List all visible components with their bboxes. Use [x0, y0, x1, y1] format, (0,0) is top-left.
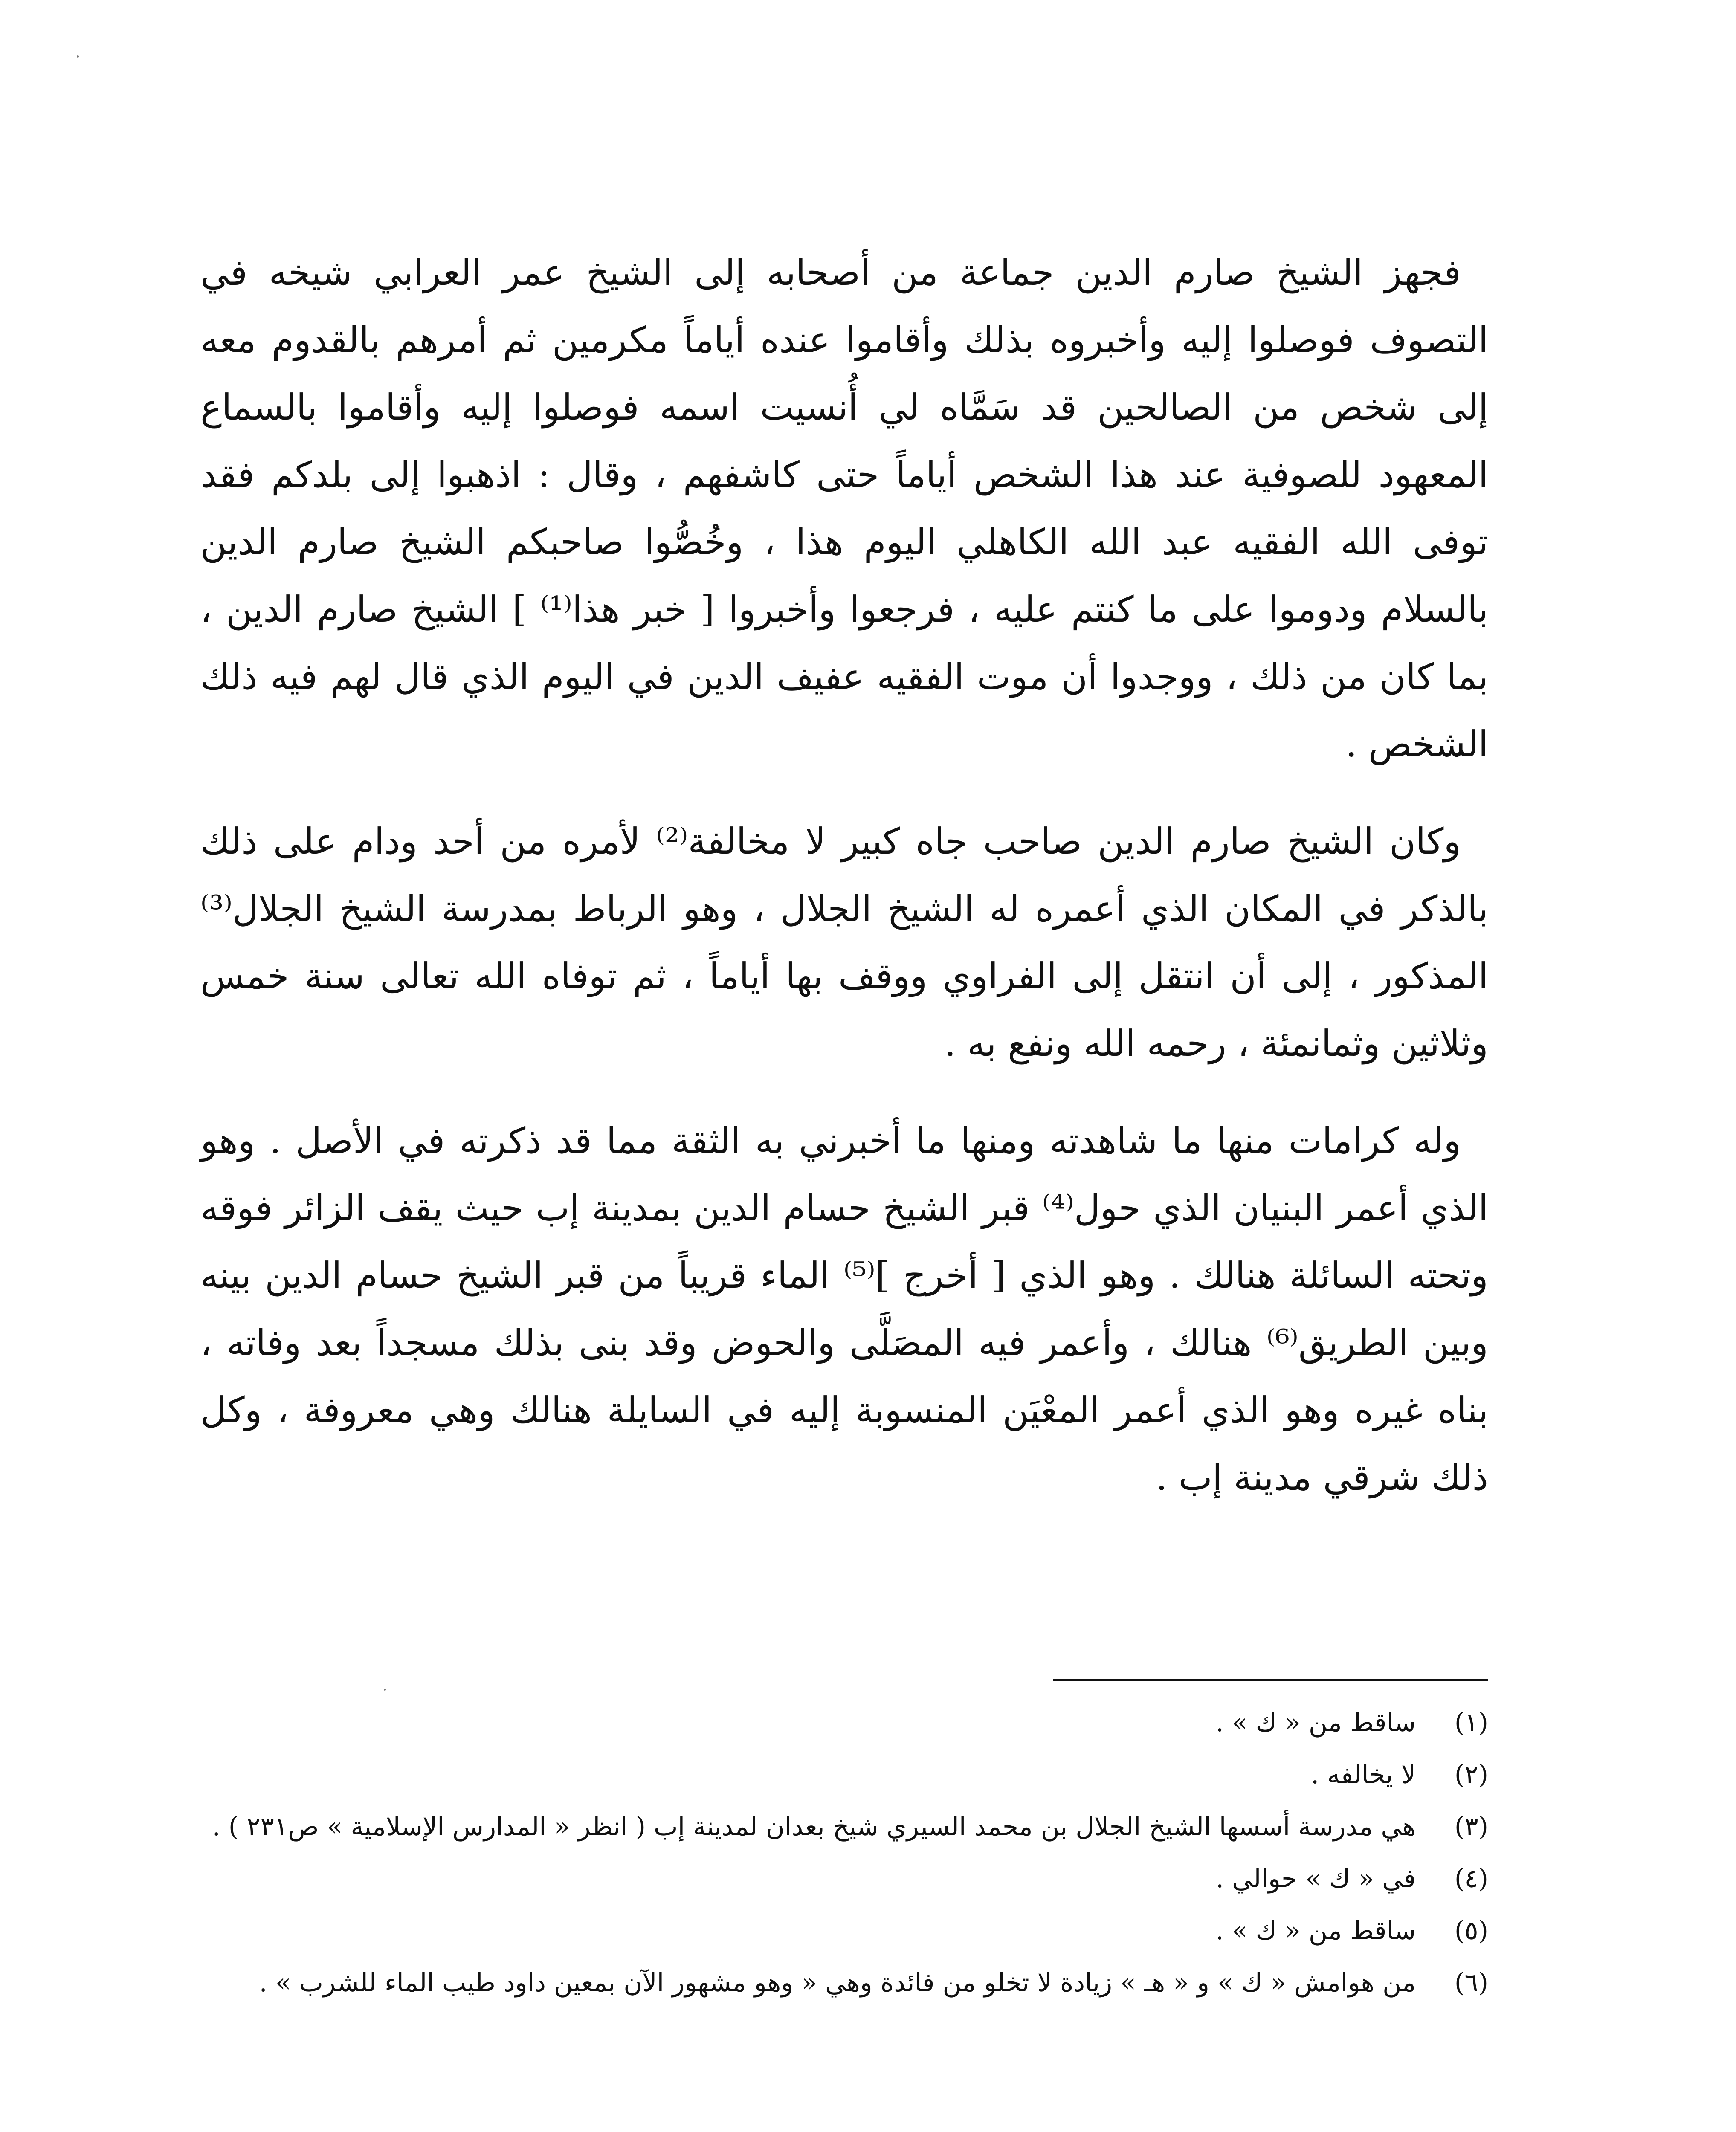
footnote-text: ساقط من « ك » .: [1215, 1708, 1416, 1738]
footnote-4: [200, 1857, 1488, 1900]
main-text: [200, 239, 1488, 1541]
paragraph-1: فجهز الشيخ صارم الدين جماعة من أصحابه إلى الشيخ عمر العرابي شيخه في التصوف فوصلوا إليه وأخبروه بذلك وأقاموا عنده أياماً مكرمين ثم أمرهم بالقدوم معه إلى شخص من الصالحين قد سَمَّاه لي أُنسيت اسمه فوصلوا إليه وأقاموا بالسماع المعهود للصوفية عند هذا الشخص أياماً حتى كاشفهم ، وقال : اذهبوا إلى بلدكم فقد توفى الله الفقيه عبد الله الكاهلي اليوم هذا ، وخُصُّوا صاحبكم الشيخ صارم الدين بالسلام ودوموا على ما كنتم عليه ، فرجعوا وأخبروا [ خبر هذا⁽¹⁾ ] الشيخ صارم الدين ، بما كان من ذلك ، ووجدوا أن موت الفقيه عفيف الدين في اليوم الذي قال لهم فيه ذلك الشخص .: [200, 252, 1488, 765]
footnote-number: (١): [1454, 1708, 1488, 1738]
footnote-3: [200, 1805, 1488, 1848]
footnote-2: [200, 1753, 1488, 1796]
paragraph-2: وكان الشيخ صارم الدين صاحب جاه كبير لا مخالفة⁽²⁾ لأمره من أحد ودام على ذلك بالذكر في المكان الذي أعمره له الشيخ الجلال ، وهو الرباط بمدرسة الشيخ الجلال⁽³⁾ المذكور ، إلى أن انتقل إلى الفراوي ووقف بها أياماً ، ثم توفاه الله تعالى سنة خمس وثلاثين وثمانمئة ، رحمه الله ونفع به .: [200, 820, 1488, 1064]
footnotes: [200, 1701, 1488, 2013]
footnote-text: لا يخالفه .: [1311, 1760, 1416, 1790]
footnote-number: (٤): [1454, 1864, 1488, 1894]
footnote-number: (٣): [1454, 1812, 1488, 1842]
footnote-5: [200, 1909, 1488, 1952]
footnote-1: [200, 1701, 1488, 1744]
footnote-separator: [1053, 1679, 1488, 1681]
scan-speck: [384, 1689, 386, 1691]
footnote-number: (٢): [1454, 1760, 1488, 1790]
paragraph-3: وله كرامات منها ما شاهدته ومنها ما أخبرني به الثقة مما قد ذكرته في الأصل . وهو الذي أعمر البنيان الذي حول⁽⁴⁾ قبر الشيخ حسام الدين بمدينة إب حيث يقف الزائر فوقه وتحته السائلة هنالك . وهو الذي [ أخرج ]⁽⁵⁾ الماء قريباً من قبر الشيخ حسام الدين بينه وبين الطريق⁽⁶⁾ هنالك ، وأعمر فيه المصَلَّى والحوض وقد بنى بذلك مسجداً بعد وفاته ، بناه غيره وهو الذي أعمر المعْيَن المنسوبة إليه في السايلة هنالك وهي معروفة ، وكل ذلك شرقي مدينة إب .: [200, 1120, 1488, 1498]
footnote-text: من هوامش « ك » و « هـ » زيادة لا تخلو من فائدة وهي « وهو مشهور الآن بمعين داود طيب الماء للشرب » .: [259, 1968, 1416, 1998]
scan-speck: [77, 55, 79, 58]
footnote-text: في « ك » حوالي .: [1215, 1864, 1416, 1894]
footnote-number: (٥): [1454, 1916, 1488, 1946]
footnote-number: (٦): [1454, 1968, 1488, 1998]
footnote-6: [200, 1961, 1488, 2004]
footnote-text: هي مدرسة أسسها الشيخ الجلال بن محمد السيري شيخ بعدان لمدينة إب ( انظر « المدارس الإسلامية » ص٢٣١ ) .: [212, 1812, 1416, 1842]
footnote-text: ساقط من « ك » .: [1215, 1916, 1416, 1946]
